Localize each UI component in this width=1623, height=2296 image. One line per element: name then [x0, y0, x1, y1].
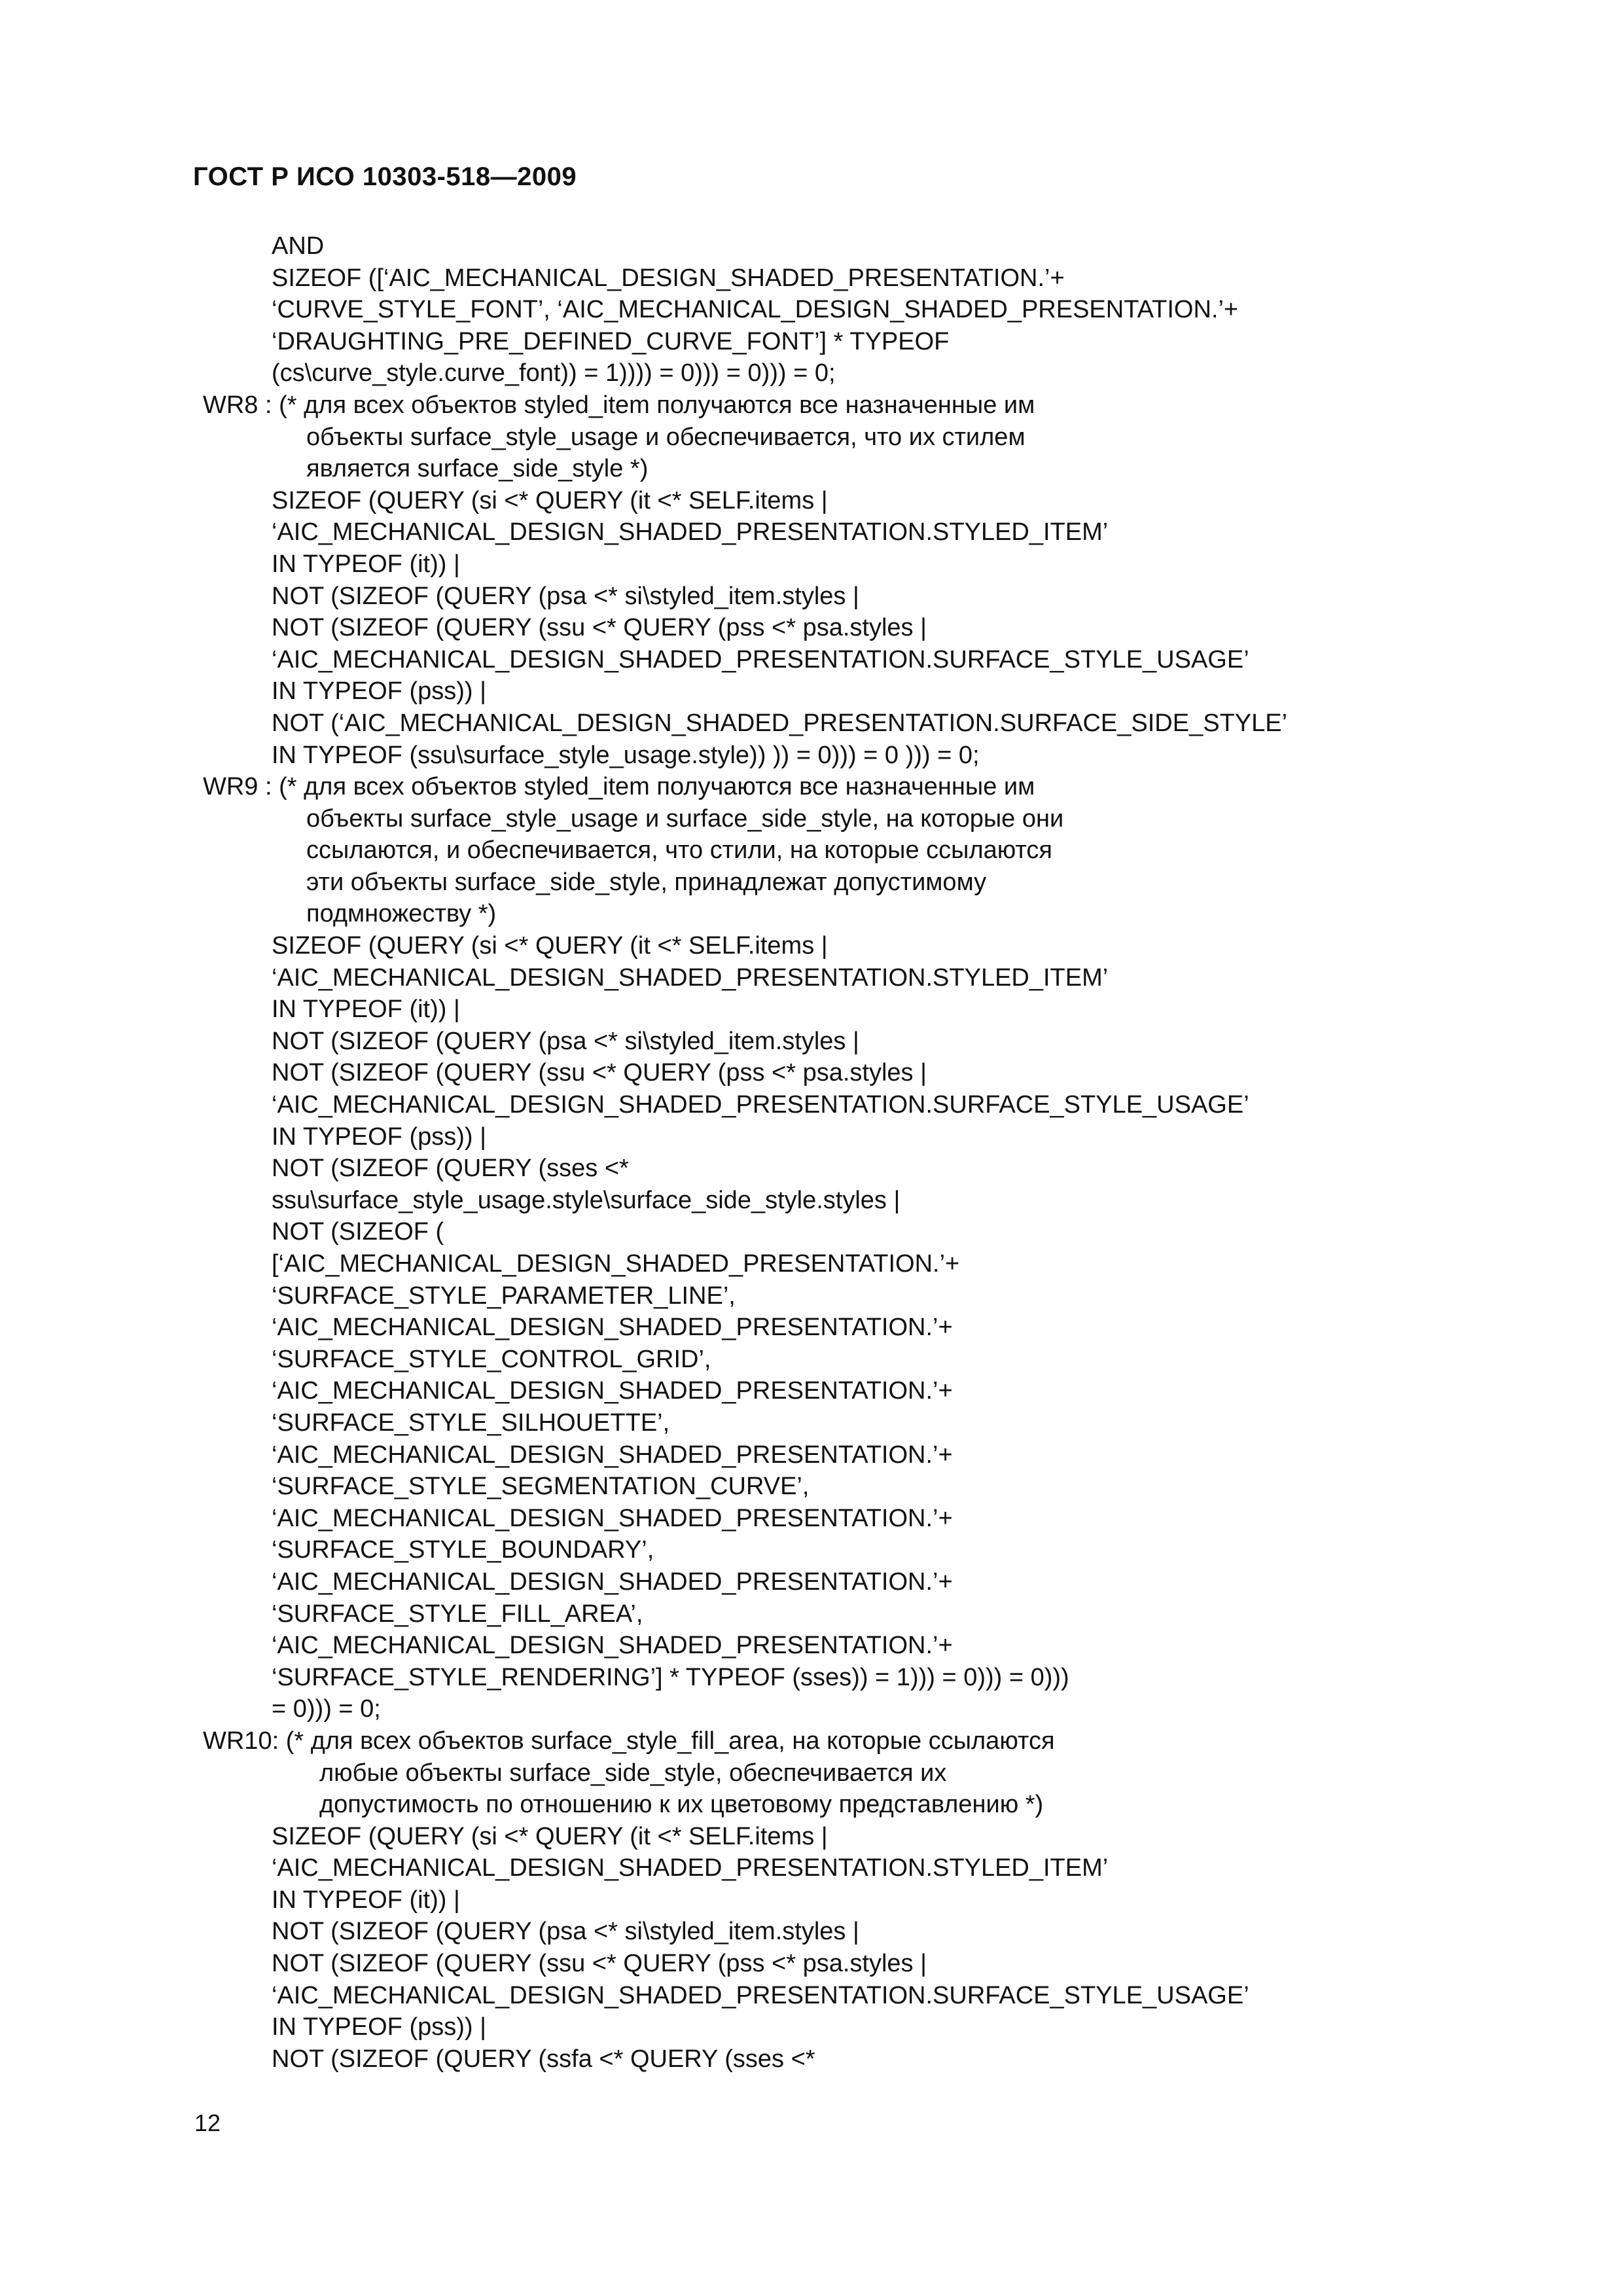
code-line: NOT (SIZEOF (QUERY (psa <* si\styled_item.styles |	[272, 1918, 859, 1946]
code-line: IN TYPEOF (it)) |	[272, 996, 460, 1024]
code-line: IN TYPEOF (pss)) |	[272, 677, 486, 706]
comment-line: допустимость по отношению к их цветовому представлению *)	[319, 1791, 1044, 1819]
code-line: ‘AIC_MECHANICAL_DESIGN_SHADED_PRESENTATION.’+	[272, 1504, 953, 1532]
comment-line: объекты surface_style_usage и обеспечивается, что их стилем	[306, 423, 1026, 451]
code-line: NOT (SIZEOF (QUERY (ssfa <* QUERY (sses <*	[272, 2045, 815, 2073]
code-line: IN TYPEOF (it)) |	[272, 1886, 460, 1914]
code-line: NOT (SIZEOF (QUERY (ssu <* QUERY (pss <* psa.styles |	[272, 614, 927, 642]
code-line: ‘AIC_MECHANICAL_DESIGN_SHADED_PRESENTATION.STYLED_ITEM’	[272, 963, 1109, 992]
rule-label-line: WR10: (* для всех объектов surface_style_fill_area, на которые ссылаются	[203, 1727, 1055, 1755]
express-code-listing	[0, 230, 1623, 2075]
code-line: ‘AIC_MECHANICAL_DESIGN_SHADED_PRESENTATION.STYLED_ITEM’	[272, 1854, 1109, 1882]
code-line: NOT (SIZEOF (QUERY (psa <* si\styled_item.styles |	[272, 582, 859, 610]
comment-line: подмножеству *)	[306, 900, 497, 928]
rule-label-line: WR9 : (* для всех объектов styled_item получаются все назначенные им	[203, 773, 1035, 801]
code-line: SIZEOF (QUERY (si <* QUERY (it <* SELF.items |	[272, 486, 828, 514]
code-line: ‘AIC_MECHANICAL_DESIGN_SHADED_PRESENTATION.’+	[272, 1441, 953, 1469]
comment-line: ссылаются, и обеспечивается, что стили, на которые ссылаются	[306, 836, 1052, 865]
code-line: IN TYPEOF (it)) |	[272, 550, 460, 578]
code-line: ‘AIC_MECHANICAL_DESIGN_SHADED_PRESENTATION.’+	[272, 1377, 953, 1405]
code-line: ‘SURFACE_STYLE_CONTROL_GRID’,	[272, 1345, 711, 1373]
code-line: ‘AIC_MECHANICAL_DESIGN_SHADED_PRESENTATION.SURFACE_STYLE_USAGE’	[272, 1091, 1249, 1119]
code-line: ‘SURFACE_STYLE_RENDERING’] * TYPEOF (sses)) = 1))) = 0))) = 0)))	[272, 1663, 1069, 1691]
code-line: NOT (SIZEOF (	[272, 1218, 444, 1246]
code-line: ‘AIC_MECHANICAL_DESIGN_SHADED_PRESENTATION.’+	[272, 1632, 953, 1660]
code-line: ‘SURFACE_STYLE_SEGMENTATION_CURVE’,	[272, 1473, 810, 1501]
code-line: ‘DRAUGHTING_PRE_DEFINED_CURVE_FONT’] * TYPEOF	[272, 327, 950, 355]
code-line: = 0))) = 0;	[272, 1695, 381, 1723]
code-line: SIZEOF (QUERY (si <* QUERY (it <* SELF.items |	[272, 1822, 828, 1850]
page-number: 12	[194, 2109, 221, 2136]
code-line: ‘AIC_MECHANICAL_DESIGN_SHADED_PRESENTATION.SURFACE_STYLE_USAGE’	[272, 1981, 1249, 2009]
code-line: NOT (SIZEOF (QUERY (ssu <* QUERY (pss <* psa.styles |	[272, 1950, 927, 1978]
code-line: ‘AIC_MECHANICAL_DESIGN_SHADED_PRESENTATION.’+	[272, 1314, 953, 1342]
code-line: SIZEOF ([‘AIC_MECHANICAL_DESIGN_SHADED_PRESENTATION.’+	[272, 264, 1065, 292]
code-line: NOT (‘AIC_MECHANICAL_DESIGN_SHADED_PRESENTATION.SURFACE_SIDE_STYLE’	[272, 709, 1288, 737]
comment-line: эти объекты surface_side_style, принадлежат допустимому	[306, 868, 987, 896]
rule-label-line: WR8 : (* для всех объектов styled_item получаются все назначенные им	[203, 391, 1035, 419]
code-line: [‘AIC_MECHANICAL_DESIGN_SHADED_PRESENTATION.’+	[272, 1250, 960, 1278]
code-line: ‘AIC_MECHANICAL_DESIGN_SHADED_PRESENTATION.STYLED_ITEM’	[272, 518, 1109, 547]
code-line: ‘SURFACE_STYLE_FILL_AREA’,	[272, 1600, 643, 1628]
code-line: ‘SURFACE_STYLE_SILHOUETTE’,	[272, 1408, 670, 1437]
code-line: (cs\curve_style.curve_font)) = 1)))) = 0))) = 0))) = 0;	[272, 359, 836, 387]
code-line: NOT (SIZEOF (QUERY (ssu <* QUERY (pss <* psa.styles |	[272, 1059, 927, 1087]
code-line: ‘AIC_MECHANICAL_DESIGN_SHADED_PRESENTATION.SURFACE_STYLE_USAGE’	[272, 645, 1249, 673]
code-line: AND	[272, 232, 325, 260]
code-line: ‘AIC_MECHANICAL_DESIGN_SHADED_PRESENTATION.’+	[272, 1568, 953, 1596]
code-line: IN TYPEOF (pss)) |	[272, 2013, 486, 2041]
code-line: NOT (SIZEOF (QUERY (sses <*	[272, 1155, 629, 1183]
code-line: ssu\surface_style_usage.style\surface_side_style.styles |	[272, 1186, 901, 1214]
document-header: ГОСТ Р ИСО 10303-518—2009	[193, 162, 577, 191]
code-line: ‘SURFACE_STYLE_BOUNDARY’,	[272, 1536, 654, 1564]
comment-line: объекты surface_style_usage и surface_side_style, на которые они	[306, 804, 1064, 833]
code-line: IN TYPEOF (pss)) |	[272, 1122, 486, 1151]
comment-line: является surface_side_style *)	[306, 455, 649, 483]
code-line: NOT (SIZEOF (QUERY (psa <* si\styled_item.styles |	[272, 1027, 859, 1055]
comment-line: любые объекты surface_side_style, обеспечивается их	[319, 1759, 947, 1787]
code-line: SIZEOF (QUERY (si <* QUERY (it <* SELF.items |	[272, 932, 828, 960]
code-line: ‘SURFACE_STYLE_PARAMETER_LINE’,	[272, 1282, 736, 1310]
code-line: IN TYPEOF (ssu\surface_style_usage.style)) )) = 0))) = 0 ))) = 0;	[272, 741, 980, 769]
code-line: ‘CURVE_STYLE_FONT’, ‘AIC_MECHANICAL_DESIGN_SHADED_PRESENTATION.’+	[272, 296, 1239, 324]
